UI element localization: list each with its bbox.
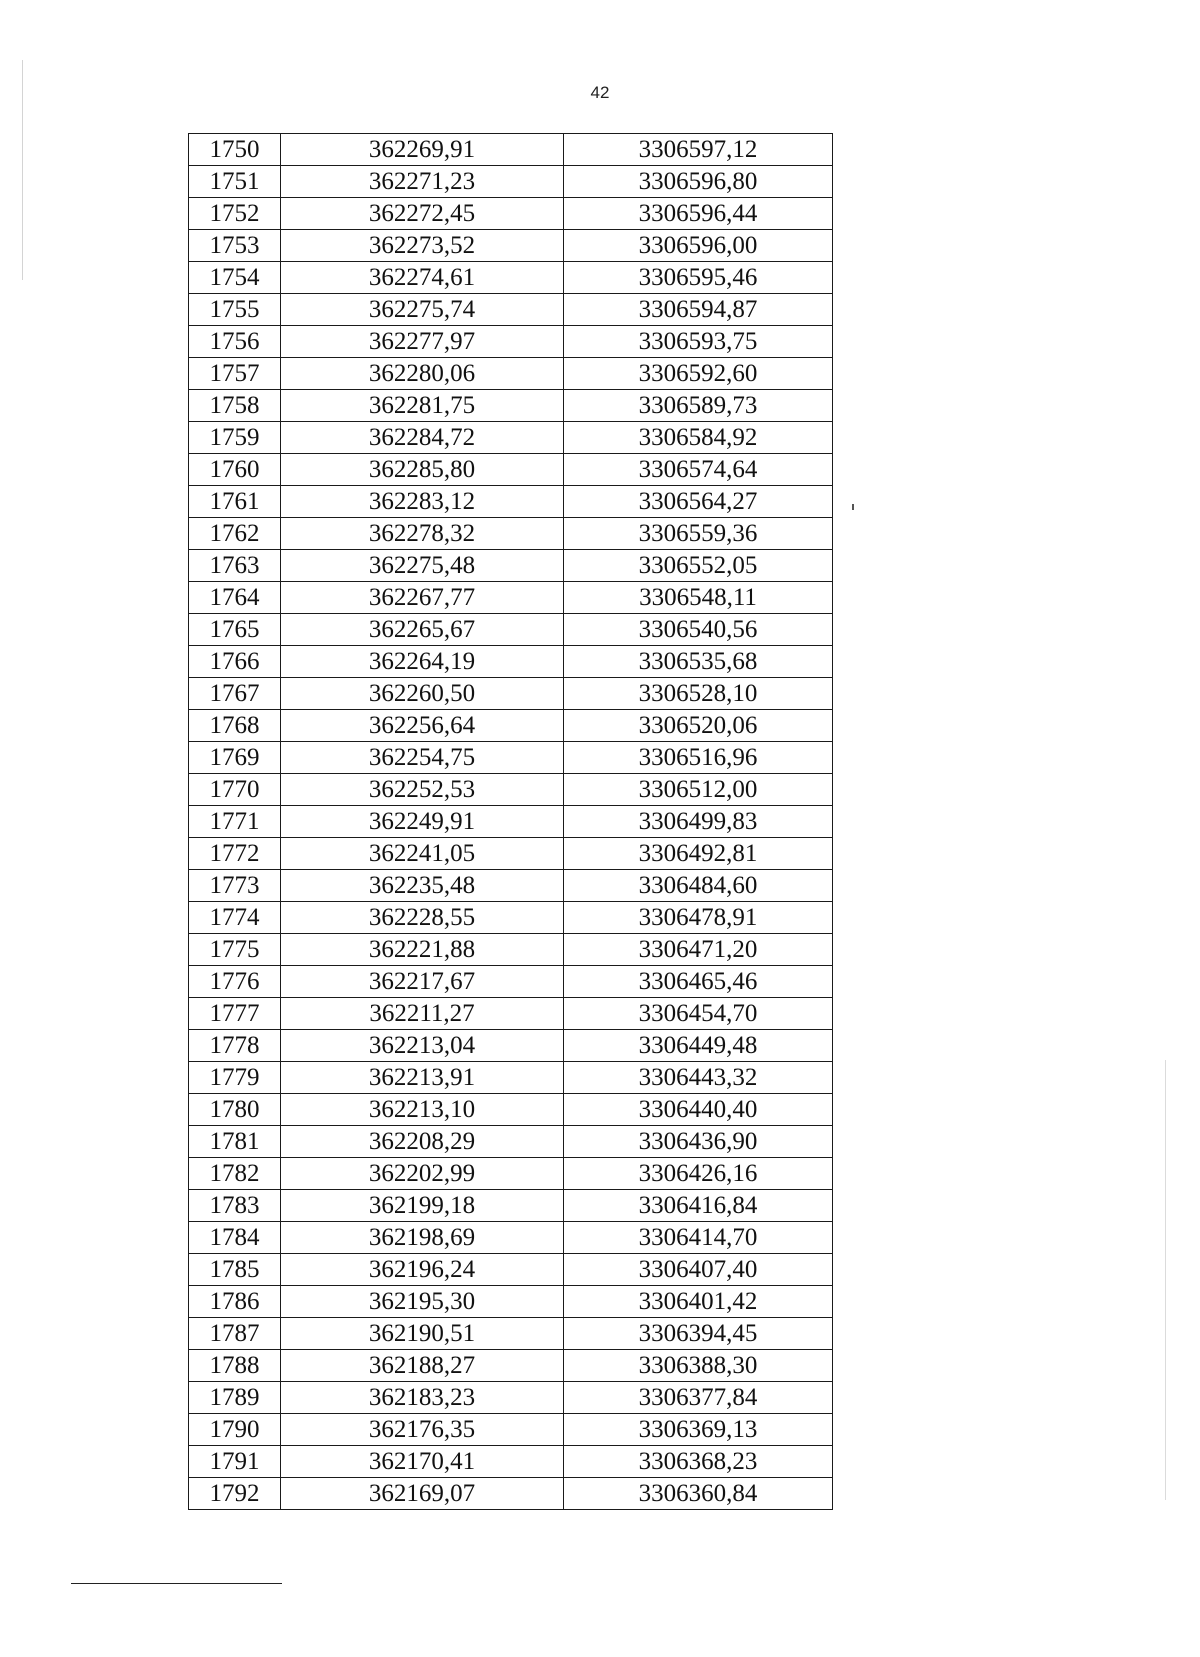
table-row [189, 1414, 833, 1446]
x-coordinate-cell: 362265,67 [281, 614, 564, 646]
table-row [189, 1286, 833, 1318]
point-number-cell: 1763 [189, 550, 281, 582]
point-number-cell: 1776 [189, 966, 281, 998]
table-row [189, 774, 833, 806]
point-number-cell: 1782 [189, 1158, 281, 1190]
point-number-cell: 1771 [189, 806, 281, 838]
table-row [189, 454, 833, 486]
y-coordinate-cell: 3306574,64 [564, 454, 833, 486]
x-coordinate-cell: 362271,23 [281, 166, 564, 198]
point-number-cell: 1790 [189, 1414, 281, 1446]
table-row [189, 1350, 833, 1382]
y-coordinate-cell: 3306594,87 [564, 294, 833, 326]
y-coordinate-cell: 3306548,11 [564, 582, 833, 614]
y-coordinate-cell: 3306449,48 [564, 1030, 833, 1062]
y-coordinate-cell: 3306597,12 [564, 134, 833, 166]
scan-dot [852, 504, 854, 510]
y-coordinate-cell: 3306528,10 [564, 678, 833, 710]
table-row [189, 390, 833, 422]
table-row [189, 1030, 833, 1062]
table-row [189, 230, 833, 262]
point-number-cell: 1792 [189, 1478, 281, 1510]
x-coordinate-cell: 362195,30 [281, 1286, 564, 1318]
point-number-cell: 1752 [189, 198, 281, 230]
footnote-separator-line [71, 1583, 282, 1584]
x-coordinate-cell: 362221,88 [281, 934, 564, 966]
coordinates-table-body [189, 134, 833, 1510]
table-row [189, 326, 833, 358]
x-coordinate-cell: 362211,27 [281, 998, 564, 1030]
table-row [189, 742, 833, 774]
y-coordinate-cell: 3306388,30 [564, 1350, 833, 1382]
point-number-cell: 1761 [189, 486, 281, 518]
x-coordinate-cell: 362235,48 [281, 870, 564, 902]
x-coordinate-cell: 362284,72 [281, 422, 564, 454]
y-coordinate-cell: 3306394,45 [564, 1318, 833, 1350]
x-coordinate-cell: 362275,74 [281, 294, 564, 326]
x-coordinate-cell: 362199,18 [281, 1190, 564, 1222]
table-row [189, 422, 833, 454]
x-coordinate-cell: 362169,07 [281, 1478, 564, 1510]
point-number-cell: 1759 [189, 422, 281, 454]
y-coordinate-cell: 3306360,84 [564, 1478, 833, 1510]
table-row [189, 1382, 833, 1414]
point-number-cell: 1788 [189, 1350, 281, 1382]
point-number-cell: 1778 [189, 1030, 281, 1062]
point-number-cell: 1764 [189, 582, 281, 614]
x-coordinate-cell: 362188,27 [281, 1350, 564, 1382]
table-row [189, 998, 833, 1030]
y-coordinate-cell: 3306454,70 [564, 998, 833, 1030]
x-coordinate-cell: 362183,23 [281, 1382, 564, 1414]
y-coordinate-cell: 3306401,42 [564, 1286, 833, 1318]
x-coordinate-cell: 362228,55 [281, 902, 564, 934]
y-coordinate-cell: 3306478,91 [564, 902, 833, 934]
y-coordinate-cell: 3306484,60 [564, 870, 833, 902]
table-row [189, 646, 833, 678]
point-number-cell: 1786 [189, 1286, 281, 1318]
point-number-cell: 1758 [189, 390, 281, 422]
table-row [189, 358, 833, 390]
point-number-cell: 1780 [189, 1094, 281, 1126]
point-number-cell: 1785 [189, 1254, 281, 1286]
y-coordinate-cell: 3306593,75 [564, 326, 833, 358]
table-row [189, 1318, 833, 1350]
table-row [189, 134, 833, 166]
table-row [189, 166, 833, 198]
table-row [189, 838, 833, 870]
x-coordinate-cell: 362280,06 [281, 358, 564, 390]
table-row [189, 678, 833, 710]
x-coordinate-cell: 362170,41 [281, 1446, 564, 1478]
x-coordinate-cell: 362269,91 [281, 134, 564, 166]
table-row [189, 902, 833, 934]
x-coordinate-cell: 362256,64 [281, 710, 564, 742]
x-coordinate-cell: 362252,53 [281, 774, 564, 806]
table-row [189, 1158, 833, 1190]
coordinates-table [188, 133, 833, 1510]
table-row [189, 486, 833, 518]
y-coordinate-cell: 3306595,46 [564, 262, 833, 294]
x-coordinate-cell: 362241,05 [281, 838, 564, 870]
point-number-cell: 1768 [189, 710, 281, 742]
table-row [189, 934, 833, 966]
point-number-cell: 1779 [189, 1062, 281, 1094]
point-number-cell: 1773 [189, 870, 281, 902]
y-coordinate-cell: 3306596,00 [564, 230, 833, 262]
y-coordinate-cell: 3306564,27 [564, 486, 833, 518]
point-number-cell: 1751 [189, 166, 281, 198]
x-coordinate-cell: 362264,19 [281, 646, 564, 678]
y-coordinate-cell: 3306440,40 [564, 1094, 833, 1126]
y-coordinate-cell: 3306535,68 [564, 646, 833, 678]
point-number-cell: 1787 [189, 1318, 281, 1350]
point-number-cell: 1772 [189, 838, 281, 870]
table-row [189, 1254, 833, 1286]
point-number-cell: 1760 [189, 454, 281, 486]
x-coordinate-cell: 362190,51 [281, 1318, 564, 1350]
x-coordinate-cell: 362217,67 [281, 966, 564, 998]
x-coordinate-cell: 362208,29 [281, 1126, 564, 1158]
y-coordinate-cell: 3306416,84 [564, 1190, 833, 1222]
x-coordinate-cell: 362202,99 [281, 1158, 564, 1190]
point-number-cell: 1791 [189, 1446, 281, 1478]
table-row [189, 262, 833, 294]
point-number-cell: 1781 [189, 1126, 281, 1158]
y-coordinate-cell: 3306592,60 [564, 358, 833, 390]
y-coordinate-cell: 3306512,00 [564, 774, 833, 806]
x-coordinate-cell: 362274,61 [281, 262, 564, 294]
point-number-cell: 1769 [189, 742, 281, 774]
y-coordinate-cell: 3306584,92 [564, 422, 833, 454]
table-row [189, 1190, 833, 1222]
y-coordinate-cell: 3306596,44 [564, 198, 833, 230]
x-coordinate-cell: 362273,52 [281, 230, 564, 262]
y-coordinate-cell: 3306436,90 [564, 1126, 833, 1158]
x-coordinate-cell: 362213,91 [281, 1062, 564, 1094]
point-number-cell: 1750 [189, 134, 281, 166]
point-number-cell: 1762 [189, 518, 281, 550]
point-number-cell: 1767 [189, 678, 281, 710]
table-row [189, 518, 833, 550]
x-coordinate-cell: 362176,35 [281, 1414, 564, 1446]
x-coordinate-cell: 362278,32 [281, 518, 564, 550]
y-coordinate-cell: 3306516,96 [564, 742, 833, 774]
table-row [189, 806, 833, 838]
table-row [189, 198, 833, 230]
y-coordinate-cell: 3306559,36 [564, 518, 833, 550]
table-row [189, 582, 833, 614]
x-coordinate-cell: 362267,77 [281, 582, 564, 614]
y-coordinate-cell: 3306596,80 [564, 166, 833, 198]
table-row [189, 710, 833, 742]
point-number-cell: 1774 [189, 902, 281, 934]
x-coordinate-cell: 362277,97 [281, 326, 564, 358]
table-row [189, 1222, 833, 1254]
point-number-cell: 1775 [189, 934, 281, 966]
y-coordinate-cell: 3306414,70 [564, 1222, 833, 1254]
x-coordinate-cell: 362249,91 [281, 806, 564, 838]
x-coordinate-cell: 362275,48 [281, 550, 564, 582]
point-number-cell: 1765 [189, 614, 281, 646]
scan-edge-mark-right [1165, 1060, 1166, 1500]
table-row [189, 1094, 833, 1126]
x-coordinate-cell: 362196,24 [281, 1254, 564, 1286]
point-number-cell: 1753 [189, 230, 281, 262]
x-coordinate-cell: 362281,75 [281, 390, 564, 422]
x-coordinate-cell: 362283,12 [281, 486, 564, 518]
y-coordinate-cell: 3306368,23 [564, 1446, 833, 1478]
page-number: 42 [590, 83, 610, 102]
scan-edge-mark-left [22, 60, 23, 280]
table-row [189, 966, 833, 998]
x-coordinate-cell: 362213,04 [281, 1030, 564, 1062]
x-coordinate-cell: 362198,69 [281, 1222, 564, 1254]
point-number-cell: 1777 [189, 998, 281, 1030]
table-row [189, 294, 833, 326]
y-coordinate-cell: 3306369,13 [564, 1414, 833, 1446]
y-coordinate-cell: 3306552,05 [564, 550, 833, 582]
point-number-cell: 1766 [189, 646, 281, 678]
y-coordinate-cell: 3306471,20 [564, 934, 833, 966]
y-coordinate-cell: 3306520,06 [564, 710, 833, 742]
table-row [189, 1062, 833, 1094]
point-number-cell: 1770 [189, 774, 281, 806]
y-coordinate-cell: 3306499,83 [564, 806, 833, 838]
table-row [189, 1126, 833, 1158]
y-coordinate-cell: 3306377,84 [564, 1382, 833, 1414]
point-number-cell: 1789 [189, 1382, 281, 1414]
x-coordinate-cell: 362254,75 [281, 742, 564, 774]
table-row [189, 1478, 833, 1510]
y-coordinate-cell: 3306589,73 [564, 390, 833, 422]
x-coordinate-cell: 362213,10 [281, 1094, 564, 1126]
point-number-cell: 1783 [189, 1190, 281, 1222]
y-coordinate-cell: 3306407,40 [564, 1254, 833, 1286]
point-number-cell: 1784 [189, 1222, 281, 1254]
y-coordinate-cell: 3306443,32 [564, 1062, 833, 1094]
x-coordinate-cell: 362272,45 [281, 198, 564, 230]
table-row [189, 550, 833, 582]
y-coordinate-cell: 3306465,46 [564, 966, 833, 998]
table-row [189, 1446, 833, 1478]
point-number-cell: 1757 [189, 358, 281, 390]
table-row [189, 870, 833, 902]
y-coordinate-cell: 3306426,16 [564, 1158, 833, 1190]
y-coordinate-cell: 3306492,81 [564, 838, 833, 870]
point-number-cell: 1756 [189, 326, 281, 358]
table-row [189, 614, 833, 646]
y-coordinate-cell: 3306540,56 [564, 614, 833, 646]
point-number-cell: 1755 [189, 294, 281, 326]
x-coordinate-cell: 362260,50 [281, 678, 564, 710]
point-number-cell: 1754 [189, 262, 281, 294]
x-coordinate-cell: 362285,80 [281, 454, 564, 486]
